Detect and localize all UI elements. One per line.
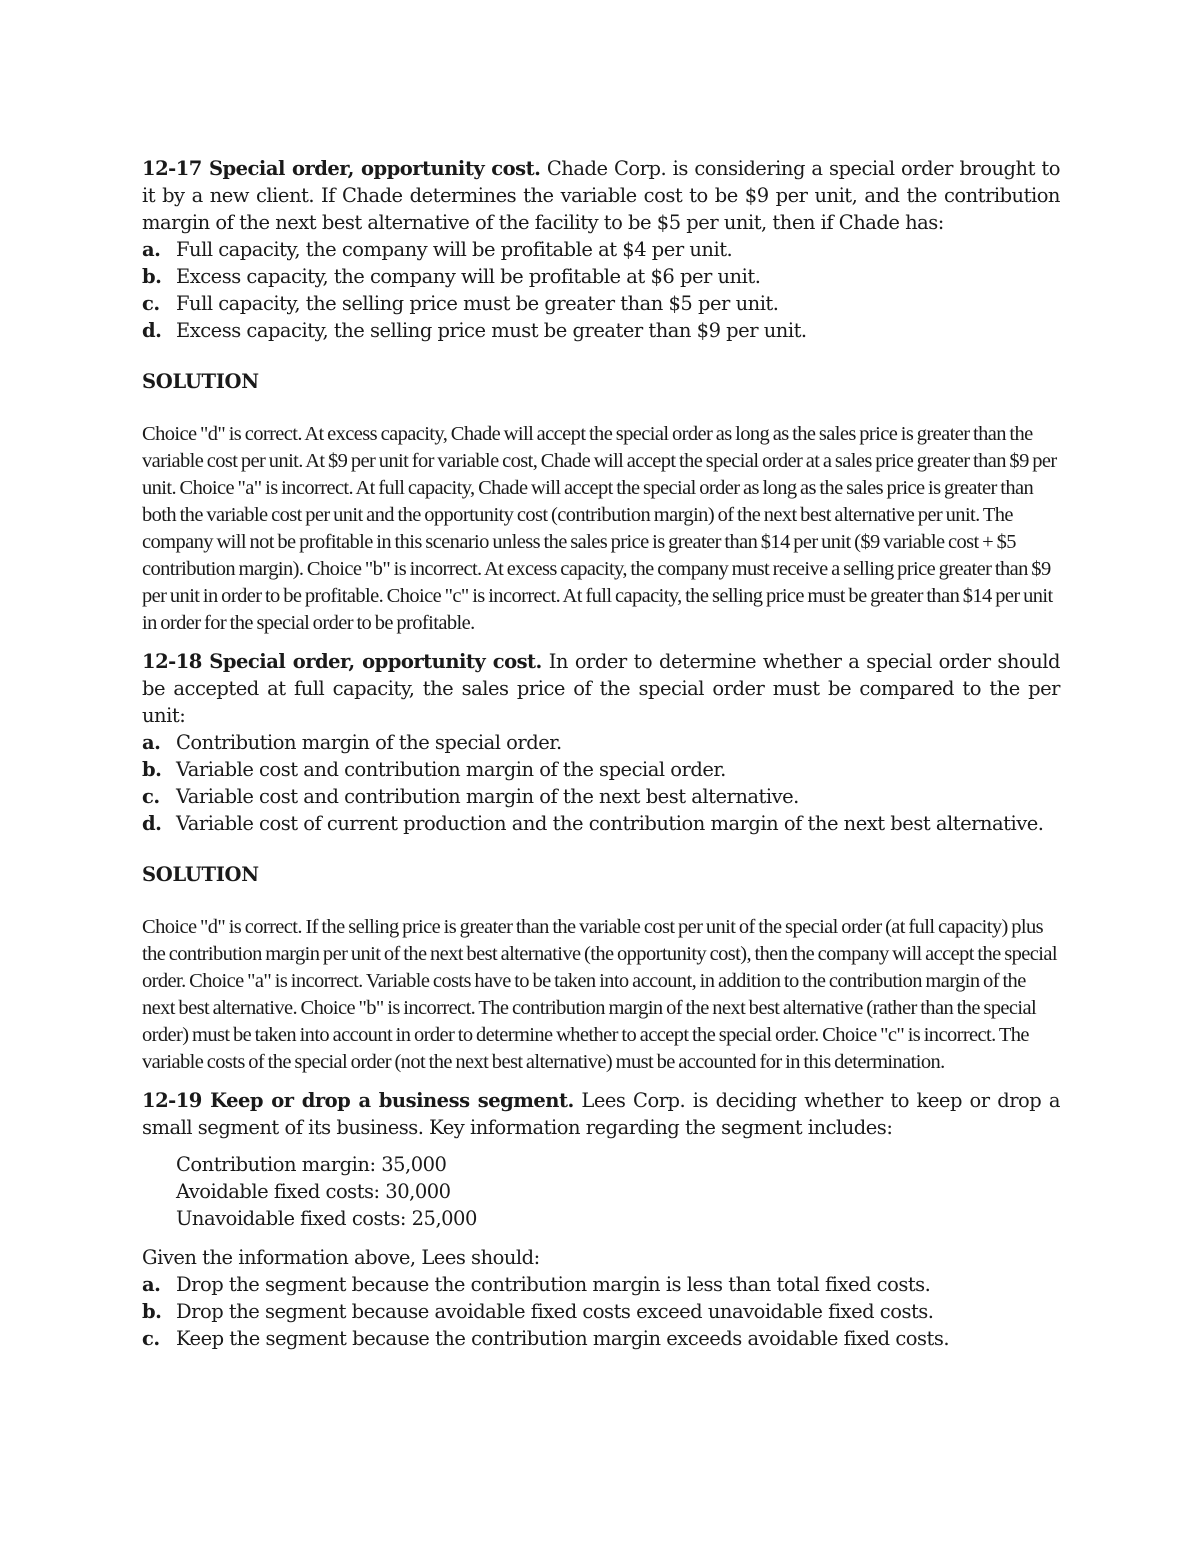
answer-option	[142, 1298, 1060, 1325]
option-text: Contribution margin of the special order.	[176, 731, 562, 754]
question-body: Chade Corp. is considering a special order brought to it by a new client. If Chade determines the variable cost to be $9 per unit, and the contribution margin of the next best alternative of the facility to be $5 per unit, then if Chade has:	[142, 157, 1060, 234]
question-prompt: Given the information above, Lees should:	[142, 1246, 540, 1269]
answer-option	[142, 810, 1060, 837]
answer-option	[142, 756, 1060, 783]
solution-text: Choice "d" is correct. At excess capacity, Chade will accept the special order as long as the sales price is greater than the variable cost per unit. At $9 per unit for variable cost, Chade will accept the special order at a sales price greater than $9 per unit. Choice "a" is incorrect. At full capacity, Chade will accept the special order as long as the sales price is greater than both the variable cost per unit and the opportunity cost (contribution margin) of the next best alternative per unit. The company will not be profitable in this scenario unless the sales price is greater than $14 per unit ($9 variable cost + $5 contribution margin). Choice "b" is incorrect. At excess capacity, the company must receive a selling price greater than $9 per unit in order to be profitable. Choice "c" is incorrect. At full capacity, the selling price must be greater than $14 per unit in order for the special order to be profitable.	[142, 423, 1057, 634]
segment-info-list	[142, 1151, 1060, 1232]
answer-option	[142, 236, 1060, 263]
option-letter: b.	[142, 265, 162, 288]
option-letter: c.	[142, 292, 160, 315]
answer-option	[142, 1325, 1060, 1352]
option-letter: a.	[142, 238, 161, 261]
question-body: Lees Corp. is deciding whether to keep or drop a small segment of its business. Key information regarding the segment includes:	[142, 1089, 1060, 1139]
question-title: 12-19 Keep or drop a business segment.	[142, 1089, 574, 1112]
option-letter: a.	[142, 731, 161, 754]
info-line: Contribution margin: 35,000	[176, 1153, 447, 1176]
question-12-18	[142, 648, 1060, 837]
option-text: Full capacity, the selling price must be greater than $5 per unit.	[176, 292, 779, 315]
question-title: 12-17 Special order, opportunity cost.	[142, 157, 541, 180]
option-letter: d.	[142, 319, 162, 342]
option-letter: d.	[142, 812, 162, 835]
answer-option	[142, 783, 1060, 810]
info-line: Unavoidable fixed costs: 25,000	[176, 1207, 477, 1230]
question-body: In order to determine whether a special order should be accepted at full capacity, the sales price of the special order must be compared to the per unit:	[142, 650, 1060, 727]
solution-heading: SOLUTION	[142, 370, 259, 393]
option-letter: b.	[142, 1300, 162, 1323]
option-text: Keep the segment because the contribution margin exceeds avoidable fixed costs.	[176, 1327, 950, 1350]
option-letter: c.	[142, 1327, 160, 1350]
option-text: Variable cost and contribution margin of the next best alternative.	[176, 785, 799, 808]
answer-option	[142, 729, 1060, 756]
question-stem	[142, 648, 1060, 729]
question-title: 12-18 Special order, opportunity cost.	[142, 650, 542, 673]
solution-text: Choice "d" is correct. If the selling price is greater than the variable cost per unit of the special order (at full capacity) plus the contribution margin per unit of the next best alternative (the opportunity cost), then the company will accept the special order. Choice "a" is incorrect. Variable costs have to be taken into account, in addition to the contribution margin of the next best alternative. Choice "b" is incorrect. The contribution margin of the next best alternative (rather than the special order) must be taken into account in order to determine whether to accept the special order. Choice "c" is incorrect. The variable costs of the special order (not the next best alternative) must be accounted for in this determination.	[142, 916, 1057, 1073]
option-letter: c.	[142, 785, 160, 808]
option-text: Excess capacity, the selling price must be greater than $9 per unit.	[176, 319, 807, 342]
answer-option	[142, 1271, 1060, 1298]
option-text: Full capacity, the company will be profitable at $4 per unit.	[176, 238, 733, 261]
option-text: Drop the segment because avoidable fixed costs exceed unavoidable fixed costs.	[176, 1300, 934, 1323]
option-letter: a.	[142, 1273, 161, 1296]
answer-option	[142, 317, 1060, 344]
question-12-17	[142, 155, 1060, 344]
option-text: Variable cost of current production and the contribution margin of the next best alternative.	[176, 812, 1044, 835]
option-text: Drop the segment because the contribution margin is less than total fixed costs.	[176, 1273, 931, 1296]
answer-option	[142, 263, 1060, 290]
option-text: Variable cost and contribution margin of the special order.	[176, 758, 726, 781]
info-line: Avoidable fixed costs: 30,000	[176, 1180, 451, 1203]
question-stem	[142, 1087, 1060, 1141]
document-page	[142, 155, 1060, 1352]
answer-option	[142, 290, 1060, 317]
solution-heading: SOLUTION	[142, 863, 259, 886]
question-12-19	[142, 1087, 1060, 1352]
option-letter: b.	[142, 758, 162, 781]
option-text: Excess capacity, the company will be profitable at $6 per unit.	[176, 265, 761, 288]
question-stem	[142, 155, 1060, 236]
